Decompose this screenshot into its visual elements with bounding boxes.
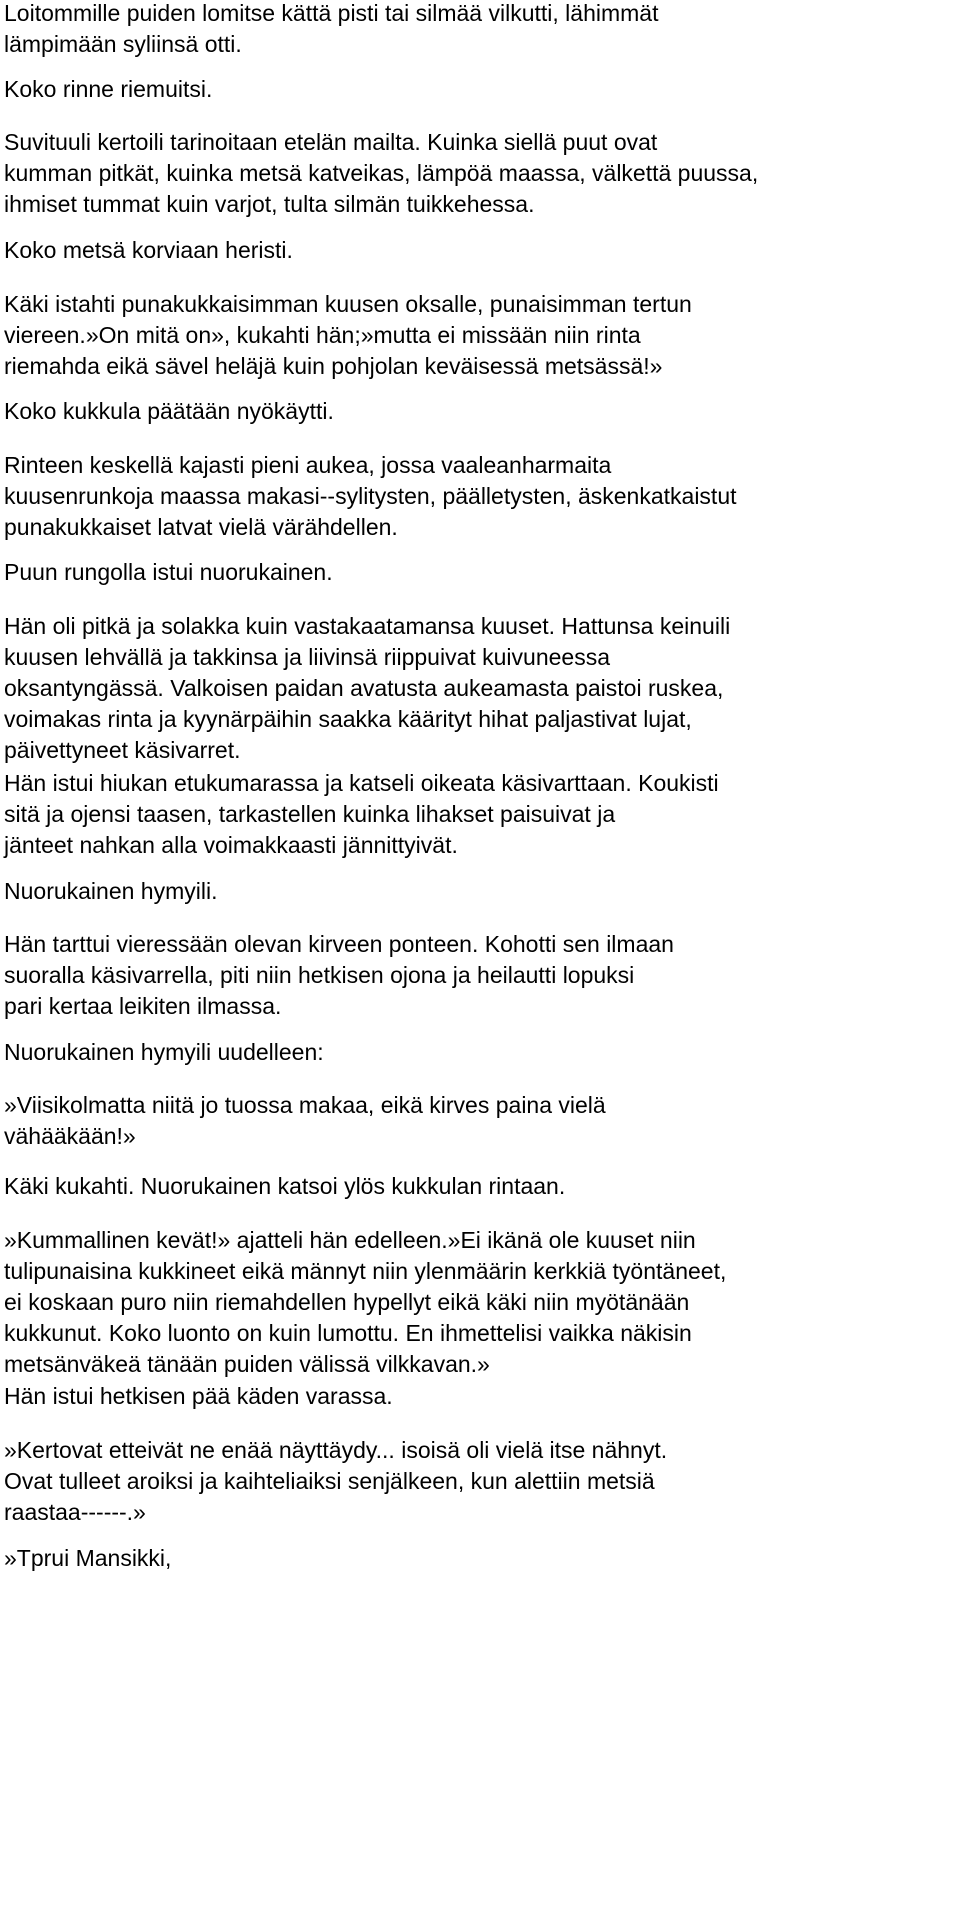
- text-line: Koko metsä korviaan heristi.: [4, 237, 293, 263]
- paragraph: [4, 1381, 956, 1412]
- text-line: Koko rinne riemuitsi.: [4, 76, 213, 102]
- text-line: Käki istahti punakukkaisimman kuusen oksalle, punaisimman tertun: [4, 291, 692, 317]
- text-line: kumman pitkät, kuinka metsä katveikas, lämpöä maassa, välkettä puussa,: [4, 160, 759, 186]
- text-line: kuusenrunkoja maassa makasi--sylitysten, päälletysten, äskenkatkaistut: [4, 483, 737, 509]
- text-line: voimakas rinta ja kyynärpäihin saakka käärityt hihat paljastivat lujat,: [4, 706, 692, 732]
- paragraph: [4, 450, 956, 543]
- text-line: Hän oli pitkä ja solakka kuin vastakaatamansa kuuset. Hattunsa keinuili: [4, 613, 731, 639]
- paragraph: [4, 1171, 956, 1202]
- text-line: viereen.»On mitä on», kukahti hän;»mutta ei missään niin rinta: [4, 322, 641, 348]
- text-line: päivettyneet käsivarret.: [4, 737, 241, 763]
- paragraph: [4, 768, 956, 861]
- paragraph: [4, 1543, 956, 1574]
- text-line: Rinteen keskellä kajasti pieni aukea, jossa vaaleanharmaita: [4, 452, 612, 478]
- text-line: Nuorukainen hymyili.: [4, 878, 218, 904]
- paragraph: [4, 557, 956, 588]
- text-line: Ovat tulleet aroiksi ja kaihteliaiksi senjälkeen, kun alettiin metsiä: [4, 1468, 655, 1494]
- text-line: Käki kukahti. Nuorukainen katsoi ylös kukkulan rintaan.: [4, 1173, 566, 1199]
- text-line: Koko kukkula päätään nyökäytti.: [4, 398, 334, 424]
- paragraph: [4, 289, 956, 382]
- text-line: Suvituuli kertoili tarinoitaan etelän mailta. Kuinka siellä puut ovat: [4, 129, 658, 155]
- text-line: vähääkään!»: [4, 1123, 136, 1149]
- paragraph: [4, 235, 956, 266]
- text-line: Hän istui hiukan etukumarassa ja katseli oikeata käsivarttaan. Koukisti: [4, 770, 719, 796]
- paragraph: [4, 1090, 956, 1152]
- text-line: Hän tarttui vieressään olevan kirveen ponteen. Kohotti sen ilmaan: [4, 931, 674, 957]
- text-line: oksantyngässä. Valkoisen paidan avatusta aukeamasta paistoi ruskea,: [4, 675, 724, 701]
- text-line: »Kertovat etteivät ne enää näyttäydy... isoisä oli vielä itse nähnyt.: [4, 1437, 668, 1463]
- text-line: Loitommille puiden lomitse kättä pisti tai silmää vilkutti, lähimmät: [4, 0, 659, 26]
- paragraph: [4, 1225, 956, 1380]
- text-line: jänteet nahkan alla voimakkaasti jännittyivät.: [4, 832, 458, 858]
- paragraph: [4, 74, 956, 105]
- paragraph: [4, 611, 956, 766]
- text-line: metsänväkeä tänään puiden välissä vilkkavan.»: [4, 1351, 490, 1377]
- text-line: suoralla käsivarrella, piti niin hetkisen ojona ja heilautti lopuksi: [4, 962, 635, 988]
- text-line: riemahda eikä sävel heläjä kuin pohjolan keväisessä metsässä!»: [4, 353, 663, 379]
- text-line: sitä ja ojensi taasen, tarkastellen kuinka lihakset paisuivat ja: [4, 801, 616, 827]
- text-line: punakukkaiset latvat vielä värähdellen.: [4, 514, 398, 540]
- text-line: ihmiset tummat kuin varjot, tulta silmän tuikkehessa.: [4, 191, 535, 217]
- paragraph: [4, 929, 956, 1022]
- text-line: »Kummallinen kevät!» ajatteli hän edelleen.»Ei ikänä ole kuuset niin: [4, 1227, 696, 1253]
- text-line: kuusen lehvällä ja takkinsa ja liivinsä riippuivat kuivuneessa: [4, 644, 610, 670]
- text-line: tulipunaisina kukkineet eikä männyt niin ylenmäärin kerkkiä työntäneet,: [4, 1258, 727, 1284]
- paragraph: [4, 127, 956, 220]
- paragraph: [4, 396, 956, 427]
- text-line: raastaa------.»: [4, 1499, 146, 1525]
- text-line: »Viisikolmatta niitä jo tuossa makaa, eikä kirves paina vielä: [4, 1092, 606, 1118]
- text-line: Puun rungolla istui nuorukainen.: [4, 559, 333, 585]
- paragraph: [4, 876, 956, 907]
- text-line: »Tprui Mansikki,: [4, 1545, 172, 1571]
- text-line: pari kertaa leikiten ilmassa.: [4, 993, 282, 1019]
- paragraph: [4, 1435, 956, 1528]
- text-line: Hän istui hetkisen pää käden varassa.: [4, 1383, 393, 1409]
- paragraph: [4, 1037, 956, 1068]
- text-line: ei koskaan puro niin riemahdellen hypellyt eikä käki niin myötänään: [4, 1289, 690, 1315]
- paragraph: [4, 0, 956, 60]
- text-line: Nuorukainen hymyili uudelleen:: [4, 1039, 324, 1065]
- text-line: kukkunut. Koko luonto on kuin lumottu. En ihmettelisi vaikka näkisin: [4, 1320, 692, 1346]
- text-line: lämpimään syliinsä otti.: [4, 31, 242, 57]
